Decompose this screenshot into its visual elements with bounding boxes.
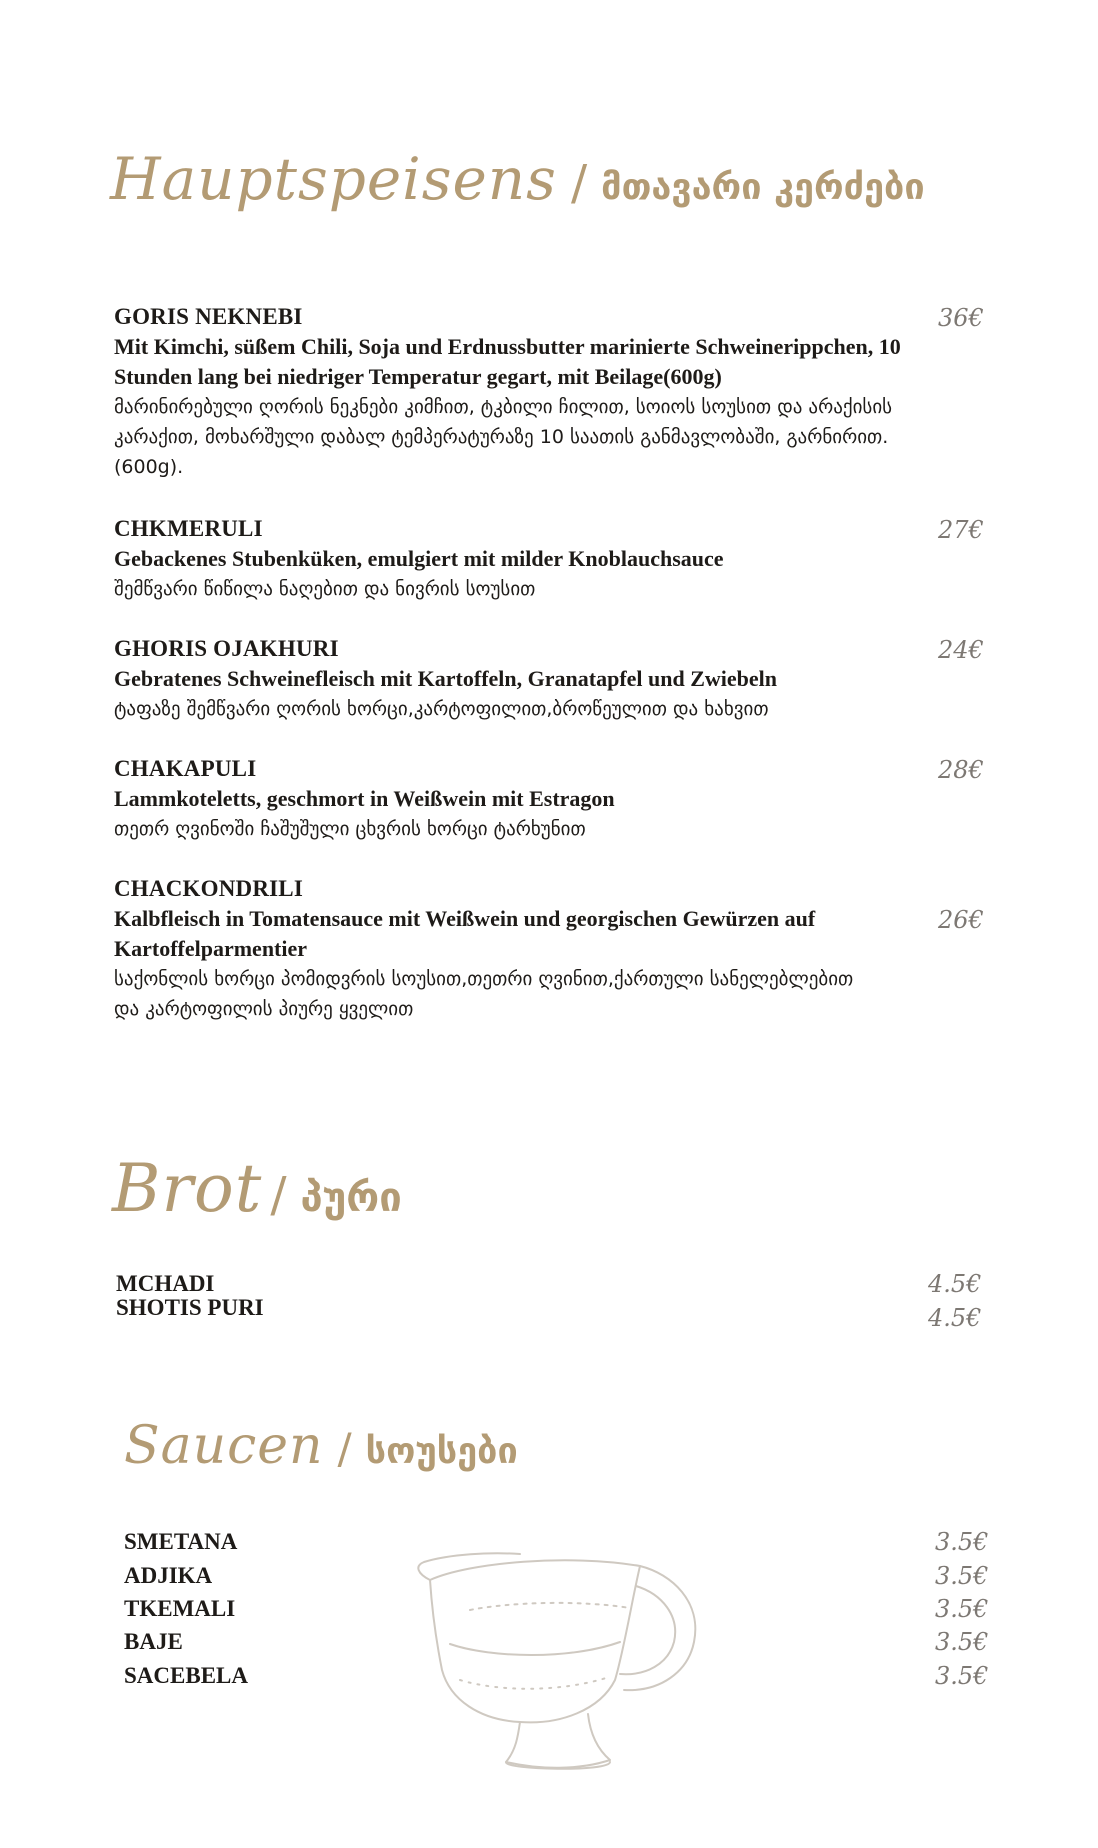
item-price: 26€ xyxy=(938,906,984,934)
menu-item xyxy=(114,874,944,1024)
item-name: CHAKAPULI xyxy=(114,756,257,781)
item-name: CHACKONDRILI xyxy=(114,876,303,901)
bread-item-price: 4.5€ xyxy=(928,1304,982,1332)
main-heading-separator: / xyxy=(570,155,588,211)
sauce-item-price: 3.5€ xyxy=(935,1628,989,1656)
sauce-item-name: SMETANA xyxy=(124,1529,238,1554)
menu-item xyxy=(114,514,944,604)
item-description-de: Kalbfleisch in Tomatensauce mit Weißwein und georgischen Gewürzen auf Kartoffelparmentier xyxy=(114,906,816,961)
item-description-de: Gebratenes Schweinefleisch mit Kartoffeln, Granatapfel und Zwiebeln xyxy=(114,666,778,691)
sauces-heading-ka: სოუსები xyxy=(365,1431,518,1472)
item-description-de: Mit Kimchi, süßem Chili, Soja und Erdnussbutter marinierte Schweinerippchen, 10 Stunden lang bei niedriger Temperatur gegart, mit Beilage(600g) xyxy=(114,334,901,389)
bread-heading xyxy=(112,1150,402,1227)
bread-heading-de: Brot xyxy=(112,1150,263,1227)
item-name: GORIS NEKNEBI xyxy=(114,304,303,329)
item-price: 36€ xyxy=(938,304,984,332)
sauce-item-price: 3.5€ xyxy=(935,1595,989,1623)
sauce-item-name: BAJE xyxy=(124,1629,183,1654)
main-heading-de: Hauptspeisens xyxy=(110,145,557,213)
sauces-heading xyxy=(124,1416,518,1476)
menu-item xyxy=(114,634,944,724)
sauce-item-price: 3.5€ xyxy=(935,1528,989,1556)
sauce-item-price: 3.5€ xyxy=(935,1662,989,1690)
item-description-ka: მარინირებული ღორის ნეკნები კიმჩით, ტკბილი ჩილით, სოიოს სოუსით და არაქისის კარაქით, მოხარშული დაბალ ტემპერატურაზე 10 საათის განმავლობაში, გარნირით. (600g). xyxy=(114,396,893,478)
menu-item xyxy=(114,302,944,482)
bread-heading-separator: / xyxy=(270,1167,287,1223)
item-description-de: Lammkoteletts, geschmort in Weißwein mit Estragon xyxy=(114,786,615,811)
sauces-heading-separator: / xyxy=(337,1424,352,1473)
gravy-boat-illustration xyxy=(410,1540,710,1780)
item-price: 28€ xyxy=(938,756,984,784)
sauce-item-name: TKEMALI xyxy=(124,1596,236,1621)
item-description-ka: თეთრ ღვინოში ჩაშუშული ცხვრის ხორცი ტარხუნით xyxy=(114,818,586,840)
main-heading xyxy=(110,145,925,213)
item-price: 24€ xyxy=(938,636,984,664)
sauce-item-name: SACEBELA xyxy=(124,1663,248,1688)
item-description-ka: შემწვარი წიწილა ნაღებით და ნივრის სოუსით xyxy=(114,578,536,600)
item-price: 27€ xyxy=(938,516,984,544)
item-name: CHKMERULI xyxy=(114,516,263,541)
main-heading-ka: მთავარი კერძები xyxy=(601,167,925,208)
item-description-ka: ტაფაზე შემწვარი ღორის ხორცი,კარტოფილით,ბროწეულით და ხახვით xyxy=(114,698,769,720)
bread-item-name: MCHADI xyxy=(116,1271,215,1296)
item-description-de: Gebackenes Stubenküken, emulgiert mit milder Knoblauchsauce xyxy=(114,546,724,571)
bread-item-price: 4.5€ xyxy=(928,1270,982,1298)
sauce-item-name: ADJIKA xyxy=(124,1563,213,1588)
bread-item-name: SHOTIS PURI xyxy=(116,1295,264,1320)
item-description-ka: საქონლის ხორცი პომიდვრის სოუსით,თეთრი ღვინით,ქართული სანელებლებით და კარტოფილის პიურე ყველით xyxy=(114,968,854,1020)
sauce-item-price: 3.5€ xyxy=(935,1562,989,1590)
item-name: GHORIS OJAKHURI xyxy=(114,636,339,661)
menu-item xyxy=(114,754,944,844)
sauces-heading-de: Saucen xyxy=(124,1416,324,1476)
bread-heading-ka: პური xyxy=(300,1175,402,1221)
